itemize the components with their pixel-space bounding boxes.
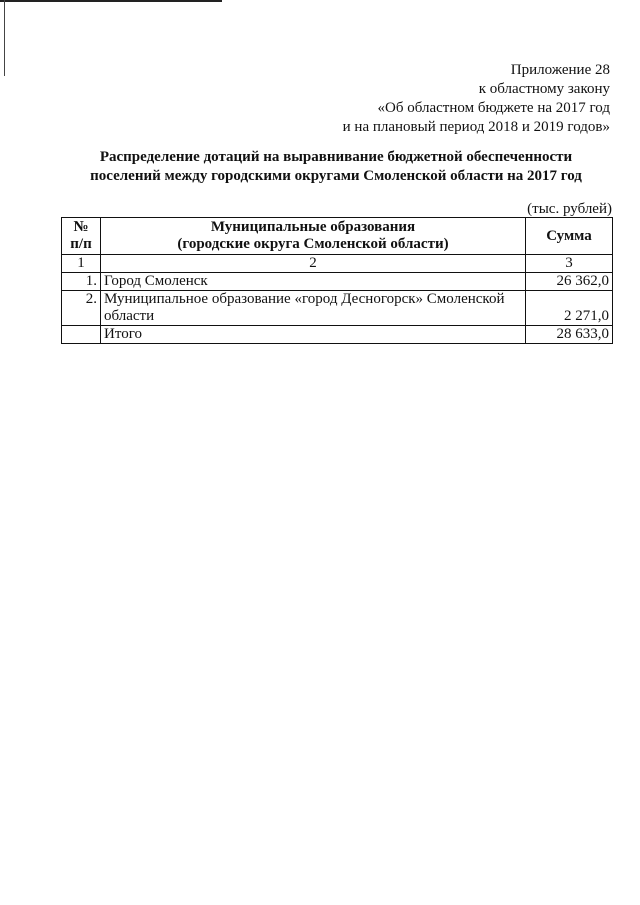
total-row bbox=[62, 326, 613, 344]
row-municipality: Город Смоленск bbox=[101, 273, 526, 291]
total-label: Итого bbox=[101, 326, 526, 344]
header-municipality-line-2: (городские округа Смоленской области) bbox=[177, 236, 449, 252]
column-number-3: 3 bbox=[526, 255, 613, 273]
header-row bbox=[62, 218, 613, 255]
appendix-line-4: и на плановый период 2018 и 2019 годов» bbox=[342, 119, 610, 135]
row-number: 2. bbox=[62, 291, 101, 326]
table-row bbox=[62, 273, 613, 291]
total-number-empty bbox=[62, 326, 101, 344]
unit-note: (тыс. рублей) bbox=[527, 201, 612, 217]
row-amount: 26 362,0 bbox=[526, 273, 613, 291]
title-line-2: поселений между городскими округами Смоленской области на 2017 год bbox=[90, 168, 582, 184]
column-number-1: 1 bbox=[62, 255, 101, 273]
appendix-header bbox=[343, 61, 610, 137]
header-number-line-1: № bbox=[73, 219, 89, 235]
left-scan-rule bbox=[4, 0, 5, 76]
header-municipality bbox=[101, 218, 526, 255]
appendix-line-3: «Об областном бюджете на 2017 год bbox=[377, 100, 610, 116]
header-amount: Сумма bbox=[526, 218, 613, 255]
title-line-1: Распределение дотаций на выравнивание бюджетной обеспеченности bbox=[99, 149, 573, 165]
appendix-line-2: к областному закону bbox=[478, 81, 610, 97]
row-number: 1. bbox=[62, 273, 101, 291]
column-number-row bbox=[62, 255, 613, 273]
header-municipality-line-1: Муниципальные образования bbox=[210, 219, 416, 235]
header-number bbox=[62, 218, 101, 255]
document-title bbox=[60, 148, 612, 186]
row-municipality: Муниципальное образование «город Десногорск» Смоленской области bbox=[101, 291, 526, 326]
table-row bbox=[62, 291, 613, 326]
column-number-2: 2 bbox=[101, 255, 526, 273]
header-number-line-2: п/п bbox=[70, 236, 92, 252]
subsidy-table bbox=[61, 217, 613, 344]
total-amount: 28 633,0 bbox=[526, 326, 613, 344]
top-scan-rule bbox=[0, 0, 222, 2]
row-amount: 2 271,0 bbox=[526, 291, 613, 326]
appendix-line-1: Приложение 28 bbox=[510, 62, 610, 78]
